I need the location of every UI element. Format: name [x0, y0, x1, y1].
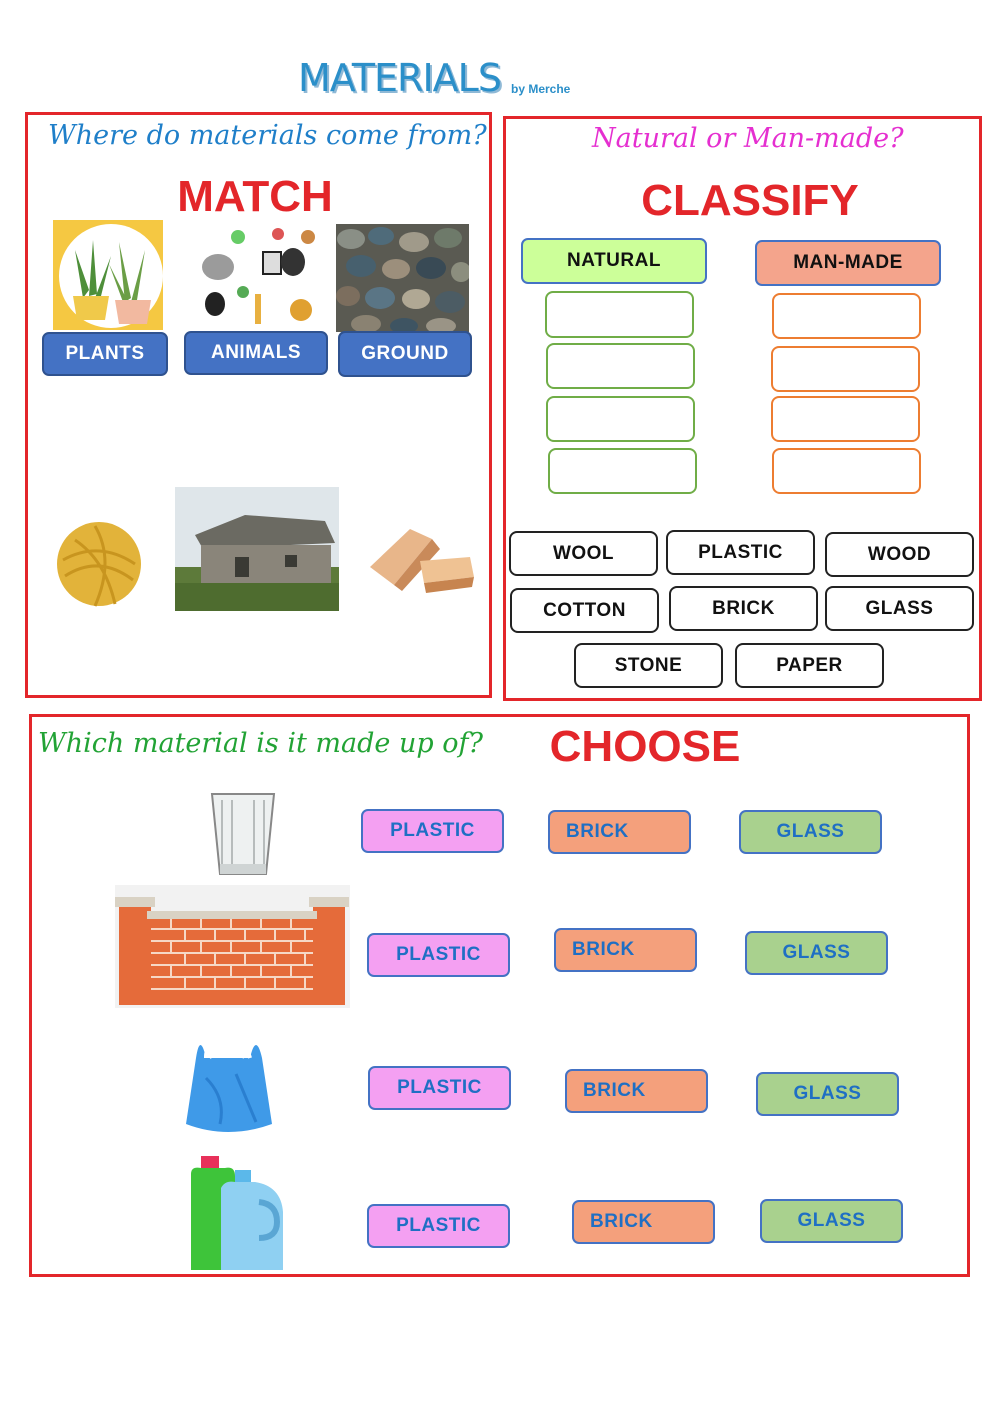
row2-brick-option[interactable]: BRICK	[554, 928, 697, 972]
word-plastic[interactable]: PLASTIC	[666, 530, 815, 575]
word-stone[interactable]: STONE	[574, 643, 723, 688]
manmade-slot-1[interactable]	[772, 293, 921, 339]
row2-plastic-option[interactable]: PLASTIC	[367, 933, 510, 977]
row3-glass-option[interactable]: GLASS	[756, 1072, 899, 1116]
match-question: Where do materials come from?	[48, 120, 487, 151]
row4-glass-option[interactable]: GLASS	[760, 1199, 903, 1243]
manmade-slot-4[interactable]	[772, 448, 921, 494]
choose-heading: CHOOSE	[549, 722, 741, 771]
word-glass[interactable]: GLASS	[825, 586, 974, 631]
manmade-slot-3[interactable]	[771, 396, 920, 442]
ground-stones-image	[336, 224, 469, 332]
row3-brick-option[interactable]: BRICK	[565, 1069, 708, 1113]
natural-slot-2[interactable]	[546, 343, 695, 389]
natural-header: NATURAL	[521, 238, 707, 284]
classify-heading: CLASSIFY	[641, 176, 859, 225]
word-cotton[interactable]: COTTON	[510, 588, 659, 633]
row1-brick-option[interactable]: BRICK	[548, 810, 691, 854]
glass-cup-image	[208, 790, 278, 880]
plastic-bag-image	[176, 1028, 280, 1138]
row2-glass-option[interactable]: GLASS	[745, 931, 888, 975]
row3-plastic-option[interactable]: PLASTIC	[368, 1066, 511, 1110]
natural-slot-1[interactable]	[545, 291, 694, 338]
row4-plastic-option[interactable]: PLASTIC	[367, 1204, 510, 1248]
ground-button[interactable]: GROUND	[338, 331, 472, 377]
byline: by Merche	[511, 82, 571, 96]
natural-slot-3[interactable]	[546, 396, 695, 442]
animals-button[interactable]: ANIMALS	[184, 331, 328, 375]
plants-button[interactable]: PLANTS	[42, 332, 168, 376]
word-wood[interactable]: WOOD	[825, 532, 974, 577]
manmade-header: MAN-MADE	[755, 240, 941, 286]
stone-house-image[interactable]	[175, 487, 339, 611]
word-brick[interactable]: BRICK	[669, 586, 818, 631]
row1-plastic-option[interactable]: PLASTIC	[361, 809, 504, 853]
manmade-slot-2[interactable]	[771, 346, 920, 392]
plants-image	[53, 220, 163, 330]
row1-glass-option[interactable]: GLASS	[739, 810, 882, 854]
detergent-bottles-image	[185, 1152, 287, 1274]
word-paper[interactable]: PAPER	[735, 643, 884, 688]
word-wool[interactable]: WOOL	[509, 531, 658, 576]
page-title: MATERIALS	[298, 56, 501, 100]
wool-ball-image[interactable]	[55, 520, 143, 608]
brick-wall-image	[115, 885, 350, 1008]
firewood-image[interactable]	[360, 517, 478, 595]
row4-brick-option[interactable]: BRICK	[572, 1200, 715, 1244]
animals-image	[193, 222, 321, 332]
match-heading: MATCH	[177, 172, 333, 221]
classify-question: Natural or Man-made?	[592, 123, 904, 154]
choose-question: Which material is it made up of?	[38, 728, 483, 759]
natural-slot-4[interactable]	[548, 448, 697, 494]
